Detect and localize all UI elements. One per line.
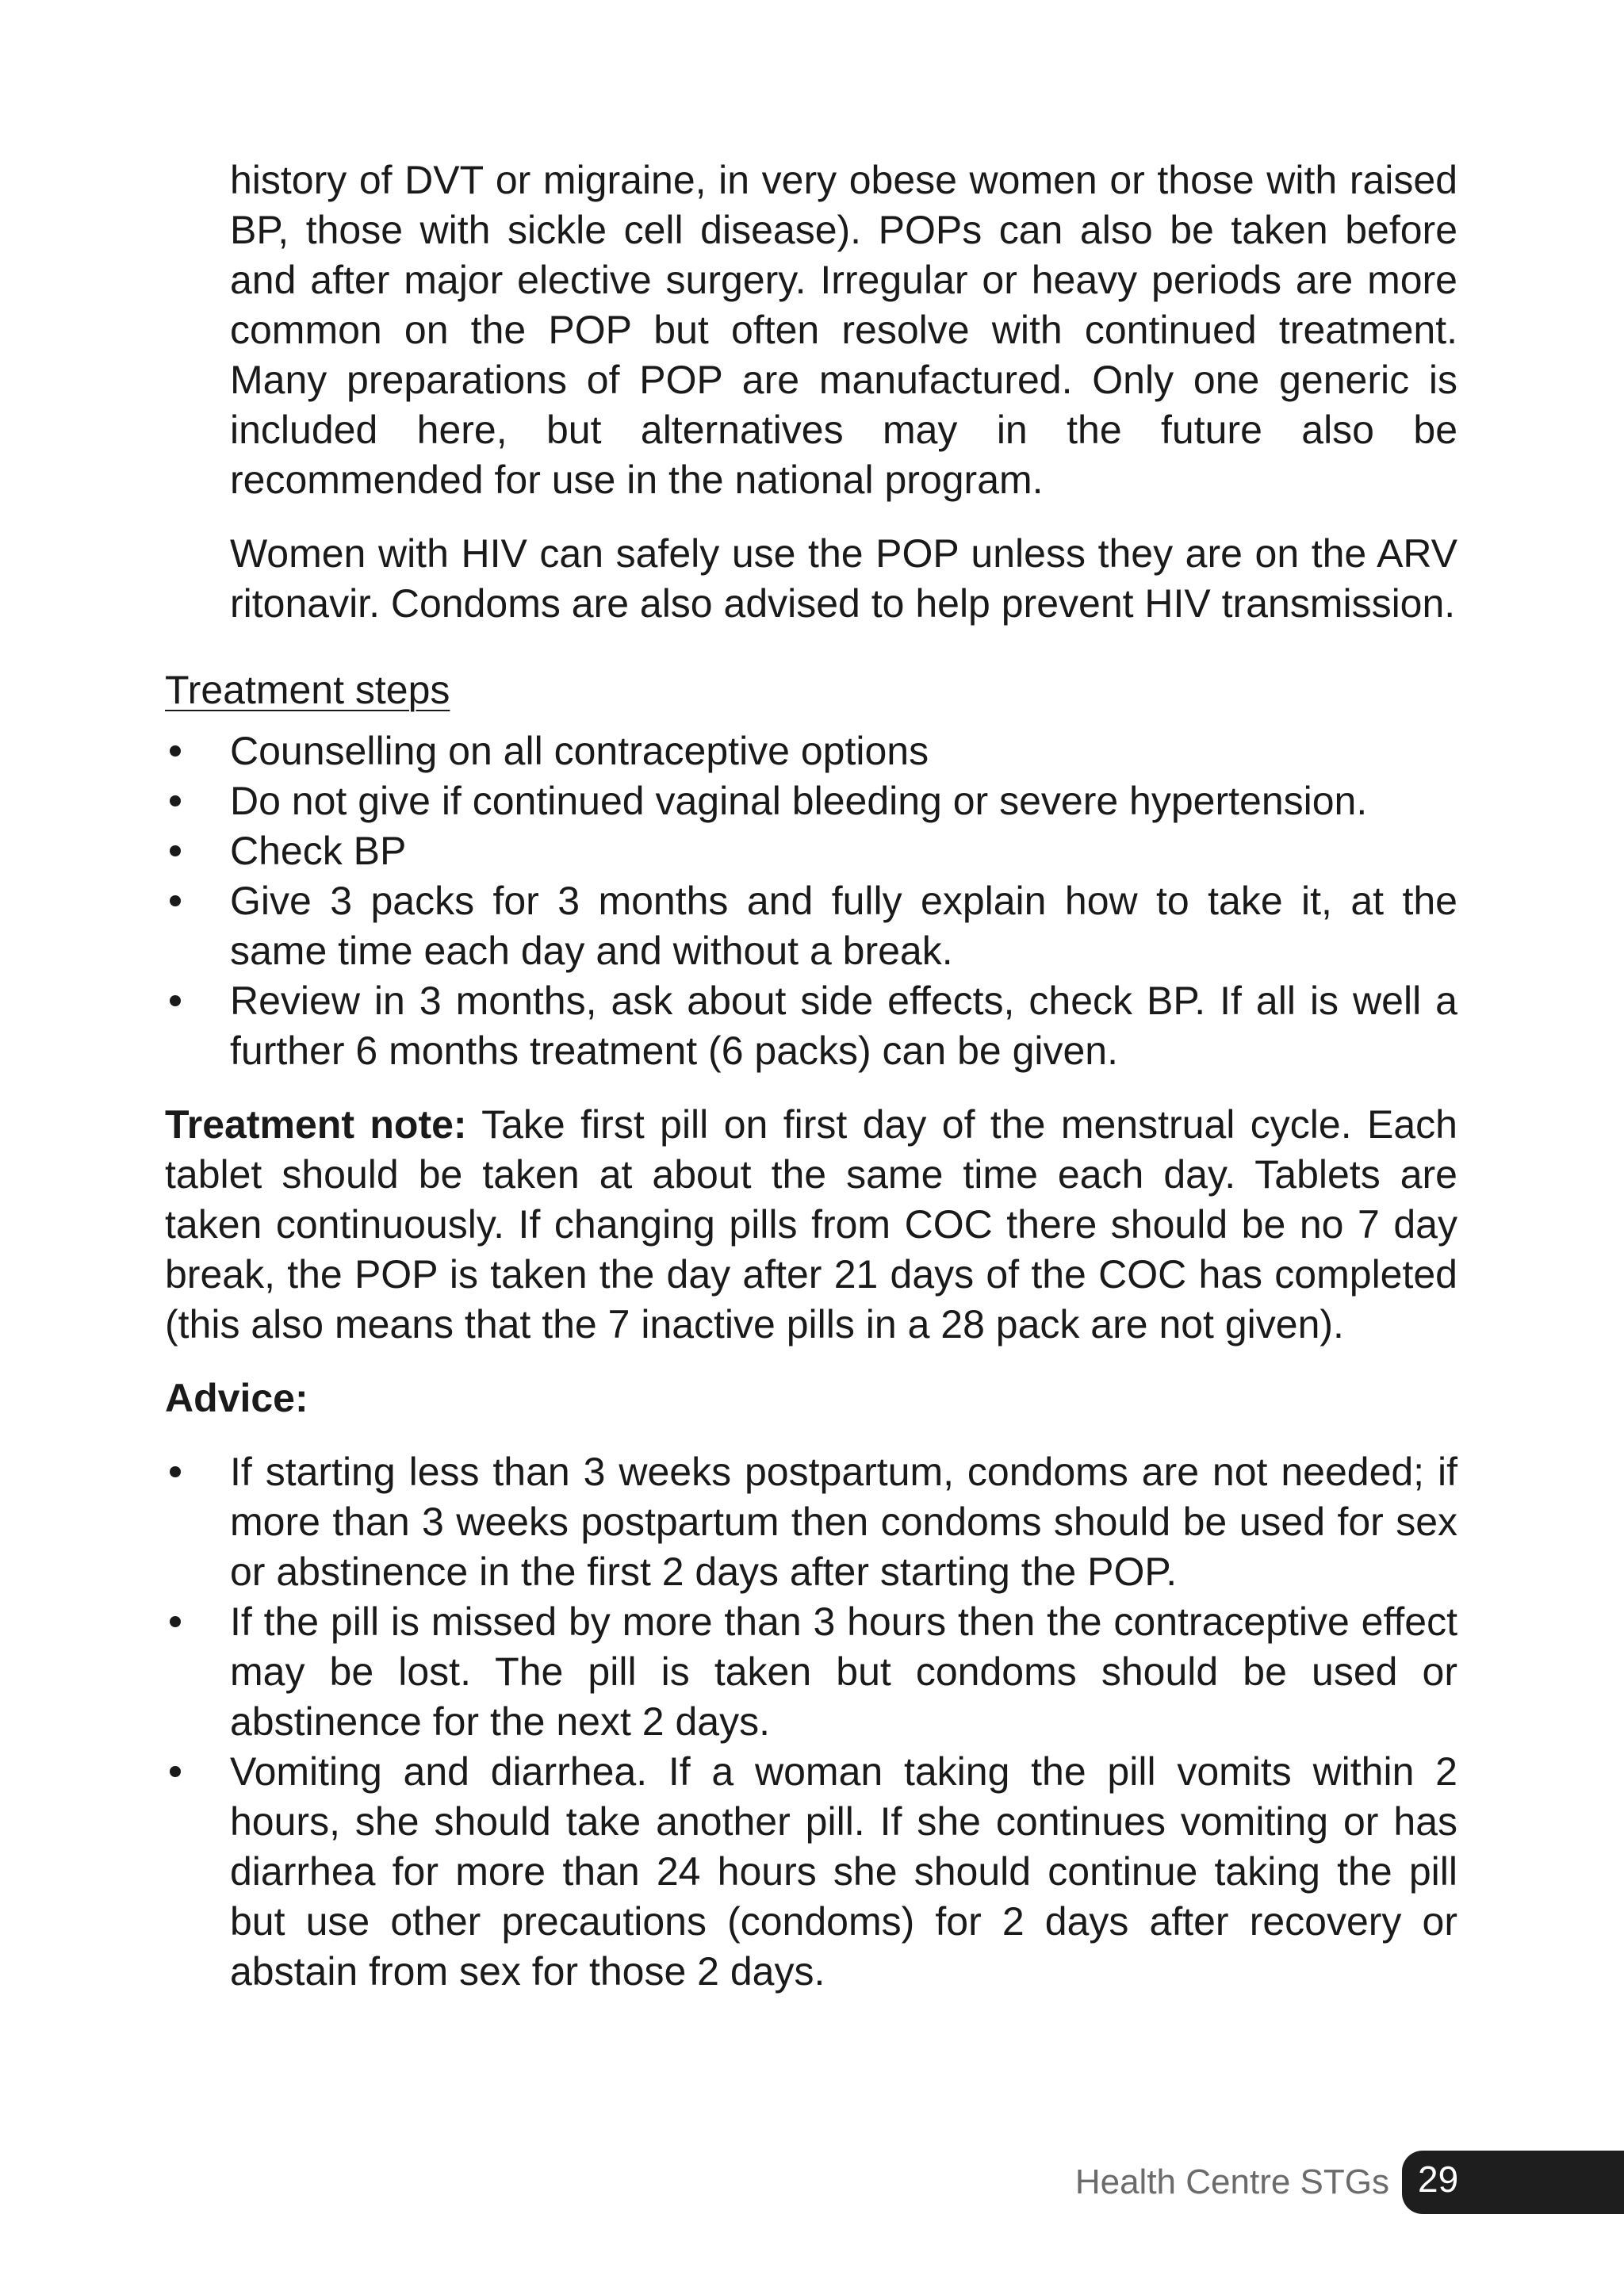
page-footer: [0, 2151, 1624, 2214]
bullet-icon: [165, 1597, 230, 1647]
intro-paragraph: history of DVT or migraine, in very obese women or those with raised BP, those with sickle cell disease). POPs can also be taken before and after major elective surgery. Irregular or heavy periods are more common on the POP but often resolve with continued treatment. Many preparations of POP are manufactured. Only one generic is included here, but alternatives may in the future also be recommended for use in the national program.: [230, 158, 1457, 502]
footer-label: Health Centre STGs: [1074, 2162, 1389, 2201]
list-item: If starting less than 3 weeks postpartum, condoms are not needed; if more than 3 weeks postpartum then condoms should be used for sex or abstinence in the first 2 days after starting the POP.: [165, 1447, 1457, 1597]
advice-heading: Advice:: [165, 1376, 308, 1420]
page-number-tab: [1402, 2151, 1624, 2214]
list-item: Give 3 packs for 3 months and fully explain how to take it, at the same time each day and without a break.: [165, 876, 1457, 976]
page-content: [165, 155, 1457, 1997]
treatment-note-label: Treatment note:: [165, 1102, 467, 1147]
treatment-steps-list: [165, 726, 1457, 1076]
list-item: Vomiting and diarrhea. If a woman taking the pill vomits within 2 hours, she should take another pill. If she continues vomiting or has diarrhea for more than 24 hours she should continue taking the pill but use other precautions (condoms) for 2 days after recovery or abstain from sex for those 2 days.: [165, 1747, 1457, 1997]
bullet-icon: [165, 776, 230, 826]
bullet-icon: [165, 876, 230, 926]
bullet-icon: [165, 1447, 230, 1497]
treatment-note-text: Take first pill on first day of the menstrual cycle. Each tablet should be taken at about the same time each day. Tablets are taken continuously. If changing pills from COC there should be no 7 day break, the POP is taken the day after 21 days of the COC has completed (this also means that the 7 inactive pills in a 28 pack are not given).: [165, 1102, 1457, 1347]
intro-section: [165, 155, 1457, 629]
treatment-note: [165, 1100, 1457, 1350]
list-item: Check BP: [165, 826, 1457, 876]
advice-list: [165, 1447, 1457, 1997]
bullet-icon: [165, 1747, 230, 1797]
list-item: Counselling on all contraceptive options: [165, 726, 1457, 776]
hiv-paragraph: Women with HIV can safely use the POP unless they are on the ARV ritonavir. Condoms are also advised to help prevent HIV transmission.: [230, 531, 1457, 626]
bullet-icon: [165, 726, 230, 776]
bullet-icon: [165, 826, 230, 876]
list-item: If the pill is missed by more than 3 hours then the contraceptive effect may be lost. The pill is taken but condoms should be used or abstinence for the next 2 days.: [165, 1597, 1457, 1747]
page-number: 29: [1418, 2159, 1459, 2200]
list-item: Do not give if continued vaginal bleeding or severe hypertension.: [165, 776, 1457, 826]
treatment-steps-heading: Treatment steps: [165, 668, 450, 712]
bullet-icon: [165, 976, 230, 1026]
list-item: Review in 3 months, ask about side effects, check BP. If all is well a further 6 months treatment (6 packs) can be given.: [165, 976, 1457, 1076]
